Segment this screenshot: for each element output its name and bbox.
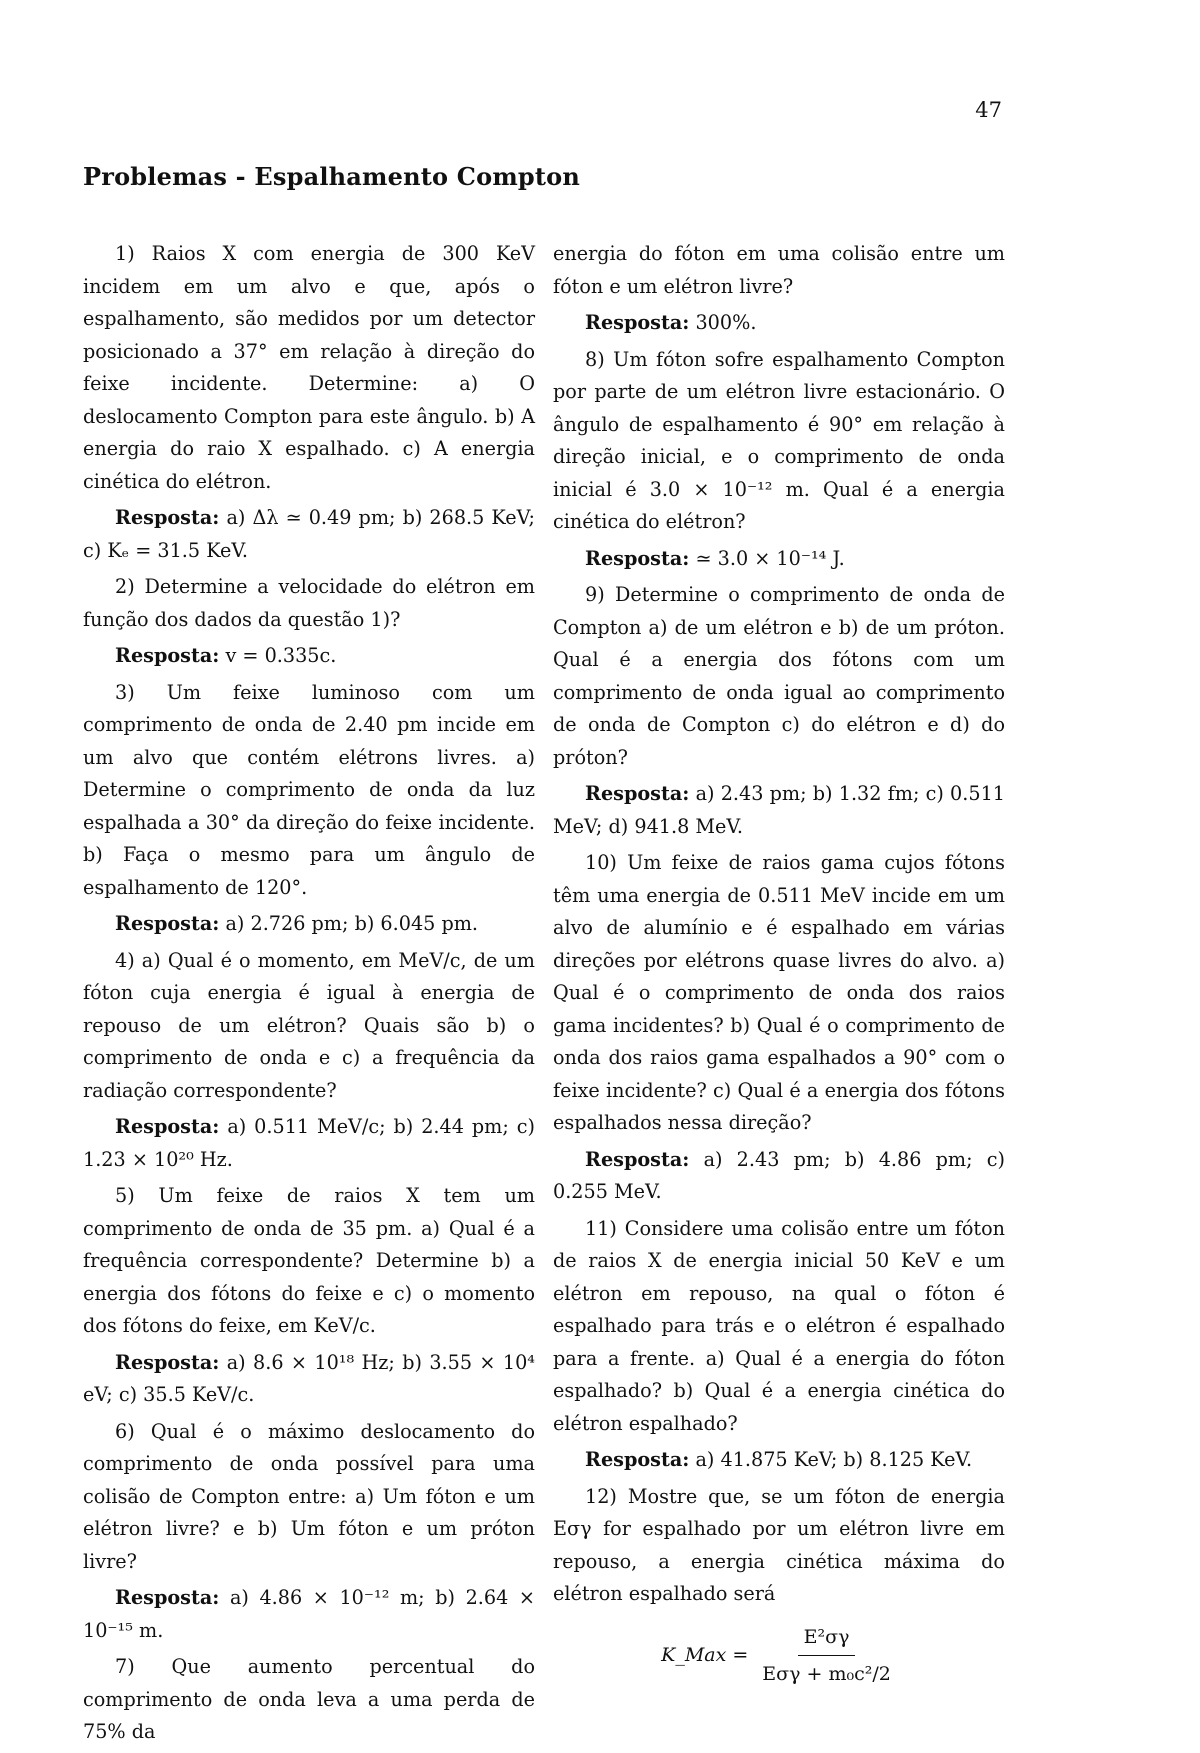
answer-text: a) 2.43 pm; b) 4.86 pm; c) 0.255 MeV. (553, 1147, 1005, 1203)
answer-label: Resposta: (115, 1115, 220, 1138)
left-column (83, 238, 535, 1753)
answer-text: ≃ 3.0 × 10⁻¹⁴ J. (695, 546, 845, 570)
right-column (553, 238, 1005, 1691)
kinetic-energy-formula (553, 1621, 1005, 1691)
answer-label: Resposta: (115, 506, 220, 529)
answer-label: Resposta: (115, 644, 220, 667)
answer-text: a) Δλ ≃ 0.49 pm; b) 268.5 KeV; c) Kₑ = 31.5 KeV. (83, 506, 535, 562)
answer-label: Resposta: (115, 912, 220, 935)
problem-continuation: energia do fóton em uma colisão entre um fóton e um elétron livre? (553, 242, 1005, 298)
answer-paragraph (83, 1582, 535, 1647)
answer-paragraph (553, 778, 1005, 843)
answer-paragraph (83, 1111, 535, 1176)
answer-text: a) 2.726 pm; b) 6.045 pm. (225, 912, 479, 935)
answer-label: Resposta: (115, 1586, 220, 1609)
answer-label: Resposta: (585, 782, 690, 805)
answer-text: a) 2.43 pm; b) 1.32 fm; c) 0.511 MeV; d) 941.8 MeV. (553, 782, 1005, 838)
problem-paragraph: 5) Um feixe de raios X tem um comprimento de onda de 35 pm. a) Qual é a frequência correspondente? Determine b) a energia dos fótons do feixe e c) o momento dos fótons do feixe, em KeV/c. (83, 1184, 535, 1337)
answer-paragraph (553, 307, 1005, 340)
problem-paragraph: 8) Um fóton sofre espalhamento Compton por parte de um elétron livre estacionário. O ângulo de espalhamento é 90° em relação à direção inicial, e o comprimento de onda inicial é 3.0 × 10⁻¹² m. Qual é a energia cinética do elétron? (553, 347, 1005, 533)
answer-text: a) 41.875 KeV; b) 8.125 KeV. (695, 1448, 973, 1471)
answer-label: Resposta: (585, 311, 690, 334)
problem-paragraph: 3) Um feixe luminoso com um comprimento de onda de 2.40 pm incide em um alvo que contém elétrons livres. a) Determine o comprimento de onda da luz espalhada a 30° da direção do feixe incidente. b) Faça o mesmo para um ângulo de espalhamento de 120°. (83, 680, 535, 899)
problem-paragraph: 10) Um feixe de raios gama cujos fótons têm uma energia de 0.511 MeV incide em um alvo de alumínio e é espalhado em várias direções por elétrons quase livres do alvo. a) Qual é o comprimento de onda dos raios gama incidentes? b) Qual é o comprimento de onda dos raios gama espalhados a 90° com o feixe incidente? c) Qual é a energia dos fótons espalhados nessa direção? (553, 851, 1005, 1134)
answer-text: a) 8.6 × 10¹⁸ Hz; b) 3.55 × 10⁴ eV; c) 35.5 KeV/c. (83, 1350, 535, 1406)
problem-paragraph: 9) Determine o comprimento de onda de Compton a) de um elétron e b) de um próton. Qual é a energia dos fótons com um comprimento de onda igual ao comprimento de onda de Compton c) do elétron e d) do próton? (553, 583, 1005, 769)
problem-paragraph: 4) a) Qual é o momento, em MeV/c, de um fóton cuja energia é igual à energia de repouso de um elétron? Quais são b) o comprimento de onda e c) a frequência da radiação correspondente? (83, 948, 535, 1102)
answer-label: Resposta: (585, 546, 690, 570)
answer-text: 300%. (695, 311, 757, 334)
answer-label: Resposta: (585, 1448, 690, 1471)
problem-paragraph: 2) Determine a velocidade do elétron em função dos dados da questão 1)? (83, 575, 535, 631)
section-title: Problemas - Espalhamento Compton (83, 162, 581, 191)
problem-paragraph: 12) Mostre que, se um fóton de energia Eσγ for espalhado por um elétron livre em repouso, a energia cinética máxima do elétron espalhado será (553, 1484, 1005, 1605)
page-number: 47 (975, 98, 1002, 122)
answer-paragraph (83, 908, 535, 941)
answer-paragraph (83, 502, 535, 567)
problem-paragraph: 6) Qual é o máximo deslocamento do comprimento de onda possível para uma colisão de Compton entre: a) Um fóton e um elétron livre? e b) Um fóton e um próton livre? (83, 1419, 535, 1573)
answer-paragraph (553, 1444, 1005, 1477)
problem-paragraph: 1) Raios X com energia de 300 KeV incidem em um alvo e que, após o espalhamento, são medidos por um detector posicionado a 37° em relação à direção do feixe incidente. Determine: a) O deslocamento Compton para este ângulo. b) A energia do raio X espalhado. c) A energia cinética do elétron. (83, 242, 535, 493)
answer-paragraph (553, 1144, 1005, 1209)
formula-fraction (756, 1621, 897, 1691)
answer-label: Resposta: (585, 1147, 690, 1171)
formula-lhs: K_Max = (661, 1644, 749, 1667)
answer-text: a) 0.511 MeV/c; b) 2.44 pm; c) 1.23 × 10²⁰ Hz. (83, 1115, 535, 1171)
answer-paragraph (83, 640, 535, 673)
answer-text: v = 0.335c. (225, 644, 337, 667)
answer-paragraph (83, 1347, 535, 1412)
problem-paragraph: 7) Que aumento percentual do comprimento de onda leva a uma perda de 75% da (83, 1655, 535, 1743)
answer-label: Resposta: (115, 1350, 220, 1374)
answer-paragraph (553, 543, 1005, 576)
formula-numerator: E²σγ (798, 1621, 856, 1657)
answer-text: a) 4.86 × 10⁻¹² m; b) 2.64 × 10⁻¹⁵ m. (83, 1586, 535, 1642)
formula-denominator: Eσγ + m₀c²/2 (762, 1663, 891, 1685)
problem-paragraph: 11) Considere uma colisão entre um fóton de raios X de energia inicial 50 KeV e um elétron em repouso, na qual o fóton é espalhado para trás e o elétron é espalhado para a frente. a) Qual é a energia do fóton espalhado? b) Qual é a energia cinética do elétron espalhado? (553, 1216, 1005, 1435)
